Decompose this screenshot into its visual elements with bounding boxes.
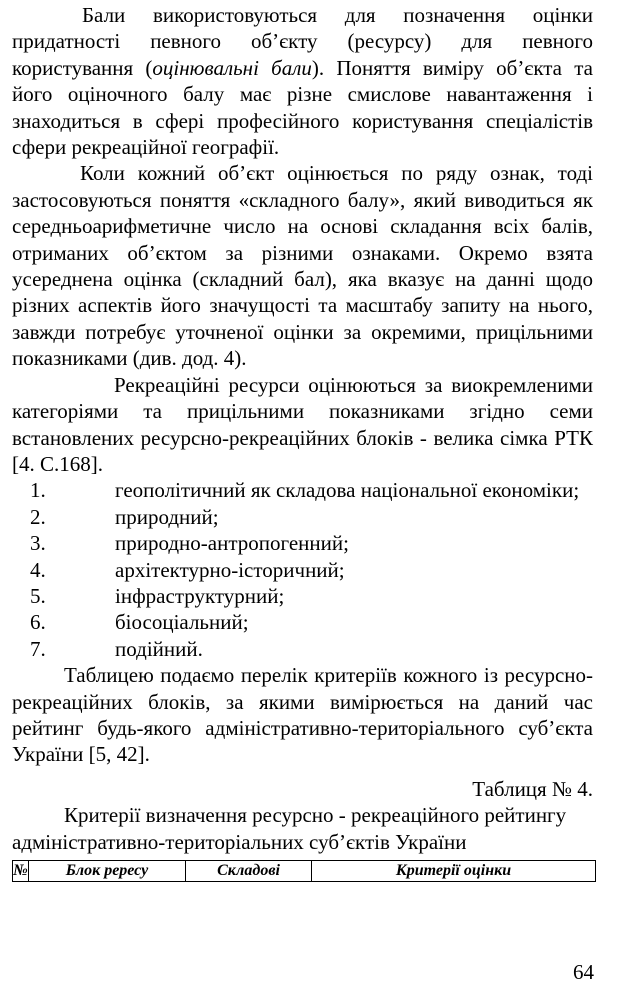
list-item-number: 6. bbox=[30, 610, 46, 635]
paragraph-1-italic-term: оцінювальні бали bbox=[152, 55, 312, 80]
list-item bbox=[12, 530, 593, 556]
header-block: Блок рересу bbox=[29, 861, 186, 882]
list-item bbox=[12, 609, 593, 635]
list-item-text: природно-антропогенний; bbox=[115, 531, 349, 556]
header-number: № bbox=[13, 861, 29, 882]
paragraph-2: Коли кожний об’єкт оцінюється по ряду ознак, тоді застосовуються поняття «складного балу», який виводиться як середньоарифметичне число на основі складання всіх балів, отриманих об’єктом за різними ознаками. Окремо взята усереднена оцінка (складний бал), яка вказує на данні щодо різних аспектів його значущості та масштабу запиту на нього, завжди потребує уточненої оцінки за окремими, прицільними показниками (див. дод. 4). bbox=[12, 161, 593, 371]
list-item-text: інфраструктурний; bbox=[115, 583, 285, 608]
paragraph-3: Рекреаційні ресурси оцінюються за виокремленими категоріями та прицільними показниками згідно семи встановлених ресурсно-рекреаційних блоків - велика сімка РТК [4. С.168]. bbox=[12, 372, 593, 476]
header-criteria: Критерії оцінки bbox=[312, 861, 596, 882]
list-item-text: природний; bbox=[115, 504, 219, 529]
list-item bbox=[12, 557, 593, 583]
list-item-text: геополітичний як складова національної економіки; bbox=[115, 478, 580, 503]
paragraph-1 bbox=[12, 2, 593, 160]
list-item-number: 4. bbox=[30, 557, 46, 582]
list-item bbox=[12, 636, 593, 662]
list-item-text: подійний. bbox=[115, 636, 203, 661]
table-caption: Критерії визначення ресурсно - рекреаційного рейтингу адміністративно-територіальних суб’єктів України bbox=[12, 803, 567, 854]
list-item bbox=[12, 504, 593, 530]
resource-blocks-list bbox=[12, 477, 593, 662]
list-item bbox=[12, 477, 593, 503]
header-components: Складові bbox=[186, 861, 312, 882]
table-header-row bbox=[13, 861, 596, 882]
list-item-number: 3. bbox=[30, 531, 46, 556]
paragraph-1-start: Бали використовуються для позначення оцінки придатності певного об’єкту (ресурсу) для певного користування ( bbox=[12, 3, 593, 80]
paragraph-4: Таблицею подаємо перелік критеріїв кожного із ресурсно-рекреаційних блоків, за якими вимірюється на даний час рейтинг будь-якого адміністративно-територіального суб’єкта України [5, 42]. bbox=[12, 663, 593, 767]
paragraph-1-end: ). Поняття виміру об’єкта та його оціночного балу має різне смислове навантаження і знаходиться в сфері професійного користування спеціалістів сфери рекреаційної географії. bbox=[12, 55, 593, 160]
list-item-number: 5. bbox=[30, 583, 46, 608]
table-number: Таблиця № 4. bbox=[472, 776, 593, 801]
list-item-text: архітектурно-історичний; bbox=[115, 557, 345, 582]
list-item-text: біосоціальний; bbox=[115, 610, 249, 635]
criteria-table bbox=[12, 860, 596, 882]
page-number: 64 bbox=[573, 960, 594, 984]
list-item-number: 7. bbox=[30, 636, 46, 661]
list-item-number: 2. bbox=[30, 504, 46, 529]
document-page bbox=[12, 2, 593, 882]
list-item bbox=[12, 583, 593, 609]
list-item-number: 1. bbox=[30, 478, 46, 503]
